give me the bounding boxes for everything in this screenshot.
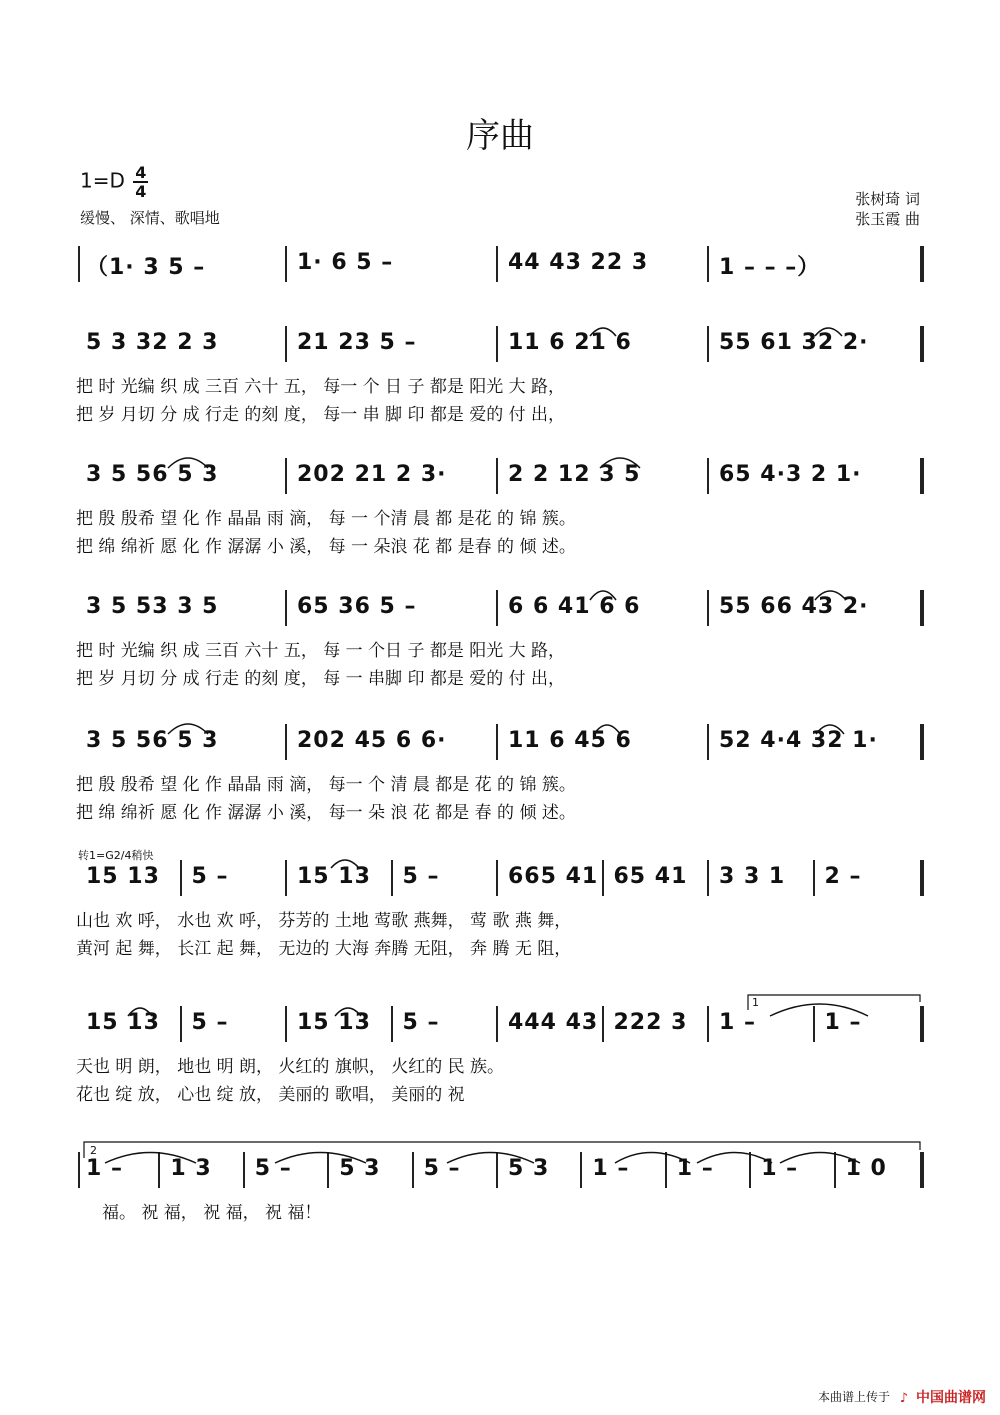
lyric-line: 把 殷 殷希 望 化 作 晶晶 雨 滴， 每一 个 清 晨 都是 花 的 锦 簇。 [76,775,576,795]
measure: 65 4·3 2 1· [719,462,862,487]
lyric-line: 把 岁 月切 分 成 行走 的刻 度， 每一 串 脚 印 都是 爱的 付 出， [76,405,566,425]
lyric-line: 黄河 起 舞， 长江 起 舞， 无边的 大海 奔腾 无阻， 奔 腾 无 阻， [76,939,572,959]
measure: 15 13 [86,1010,160,1035]
lyric-line: 把 绵 绵祈 愿 化 作 潺潺 小 溪， 每一 朵 浪 花 都是 春 的 倾 述。 [76,803,576,823]
measure: 55 66 43 2· [719,594,869,619]
modulation-note: 转1=G2/4稍快 [78,849,154,862]
measure: 5 – [191,1010,229,1035]
measure: 5 3 32 2 3 [86,330,219,355]
lyric-line: 花也 绽 放， 心也 绽 放， 美丽的 歌唱， 美丽的 祝 [76,1085,465,1105]
measure: 1 – [761,1156,799,1181]
lyricist: 张树琦 词 [855,190,920,208]
lyric-line: 把 殷 殷希 望 化 作 晶晶 雨 滴， 每 一 个清 晨 都 是花 的 锦 簇。 [76,509,576,529]
measure: 1· 6 5 – [297,250,394,275]
measure: 202 21 2 3· [297,462,447,487]
measure: 65 36 5 – [297,594,417,619]
measure: 222 3 [613,1010,688,1035]
lyric-line: 把 时 光编 织 成 三百 六十 五， 每 一 个日 子 都是 阳光 大 路， [76,641,566,661]
lyric-line: 天也 明 朗， 地也 明 朗， 火红的 旗帜， 火红的 民 族。 [76,1057,505,1077]
logo-icon: ♪ [899,1391,908,1406]
lyric-line: 把 绵 绵祈 愿 化 作 潺潺 小 溪， 每 一 朵浪 花 都 是春 的 倾 述。 [76,537,576,557]
page-title: 序曲 [466,116,534,156]
measure: 3 3 1 [719,864,786,889]
measure: 11 6 21 6 [508,330,632,355]
measure: 1 3 [170,1156,212,1181]
measure: 1 – [824,1010,862,1035]
measure: 2 – [824,864,862,889]
measure: 2 2 12 3 5 [508,462,641,487]
measure: 15 13 [86,864,160,889]
tie [275,1153,366,1164]
tempo-marking: 缓慢、 深情、歌唱地 [80,209,220,227]
volta-1-bracket [748,995,920,1010]
slur [816,725,844,734]
composer: 张玉霞 曲 [855,210,920,228]
slur [335,1008,361,1016]
measure: 52 4·4 32 1· [719,728,878,753]
tie [447,1153,534,1164]
volta-2-bracket [84,1142,920,1158]
tie [697,1153,772,1164]
slur [168,724,208,734]
tie [105,1153,196,1164]
time-top: 4 [135,163,147,182]
measure: 5 – [402,1010,440,1035]
measure: 5 – [402,864,440,889]
measure: 15 13 [297,864,371,889]
time-bottom: 4 [135,182,147,201]
measure: 1 – [676,1156,714,1181]
measure: 55 61 32 2· [719,330,869,355]
measure: 44 43 22 3 [508,250,649,275]
measure: 15 13 [297,1010,371,1035]
footer-text: 本曲谱上传于 [817,1390,890,1404]
lyric-line: 福。 祝 福， 祝 福， 祝 福！ [102,1203,322,1223]
measure: 5 – [254,1156,292,1181]
key-label: 1=D [80,168,125,193]
tie [615,1153,690,1164]
volta-1-label: 1 [752,996,759,1009]
volta-2-label: 2 [90,1144,97,1157]
lyric-line: 把 时 光编 织 成 三百 六十 五， 每一 个 日 子 都是 阳光 大 路， [76,377,566,397]
measure: 65 41 [613,864,688,889]
measure: 3 5 53 3 5 [86,594,219,619]
measure: 1 – [719,1010,756,1035]
slur [600,458,640,468]
measure: 665 41 [508,864,599,889]
measure: 444 43 [508,1010,599,1035]
measure: 5 3 [508,1156,550,1181]
measure: 1 – [86,1156,123,1181]
measure: 5 – [191,864,229,889]
slur [815,591,846,600]
slur [815,328,842,336]
tie [780,1153,860,1164]
lyric-line: 山也 欢 呼， 水也 欢 呼， 芬芳的 土地 莺歌 燕舞， 莺 歌 燕 舞， [76,911,572,931]
site-logo: 中国曲谱网 [916,1390,986,1406]
measure: （1· 3 5 – [86,255,206,280]
measure: 1 – [592,1156,630,1181]
slur [128,1008,152,1016]
measure: 202 45 6 6· [297,728,447,753]
measure: 1 0 [845,1156,887,1181]
lyric-line: 把 岁 月切 分 成 行走 的刻 度， 每 一 串脚 印 都是 爱的 付 出， [76,669,566,689]
slur [168,458,208,468]
slur [594,725,620,734]
measure: 5 – [423,1156,461,1181]
slur [590,328,616,336]
measure: 6 6 41 6 6 [508,594,641,619]
measure: 5 3 [339,1156,381,1181]
measure: 21 23 5 – [297,330,417,355]
tie [770,1004,868,1016]
measure: 3 5 56 5 3 [86,462,219,487]
measure: 11 6 45 6 [508,728,632,753]
measure: 1 – – –） [719,255,821,280]
slur [331,860,359,868]
measure: 3 5 56 5 3 [86,728,219,753]
slur [590,591,616,600]
